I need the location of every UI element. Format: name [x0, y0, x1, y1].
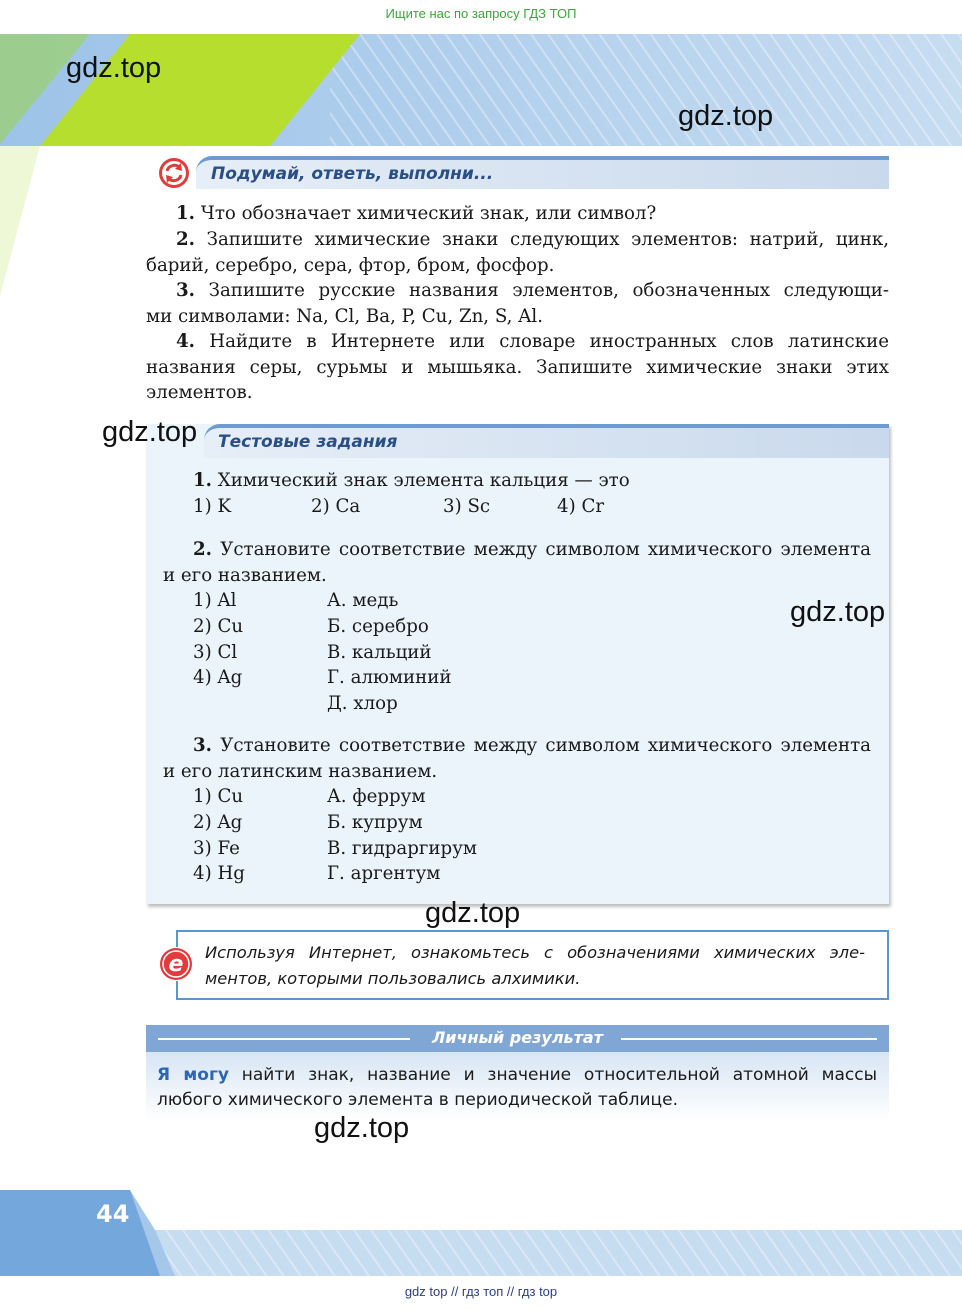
question-3	[146, 278, 889, 329]
match-left: 1) Al	[193, 590, 237, 611]
match-left: 4) Hg	[193, 863, 245, 884]
header-green-tail	[0, 146, 120, 306]
match-right: Г. аргентум	[327, 863, 441, 884]
question-text: и его названием.	[163, 565, 327, 586]
question-1	[146, 201, 889, 227]
answer-option: 3) Sc	[443, 496, 491, 517]
watermark: gdz.top	[102, 416, 198, 448]
watermark: gdz.top	[678, 100, 774, 132]
answer-option: 4) Cr	[557, 496, 605, 517]
watermark: gdz.top	[66, 52, 162, 84]
watermark: gdz.top	[314, 1112, 410, 1144]
question-number: 3.	[176, 280, 195, 301]
test-tasks-box	[146, 424, 889, 904]
page-number: 44	[96, 1200, 130, 1228]
top-note: Ищите нас по запросу ГДЗ ТОП	[385, 6, 577, 21]
header-decoration	[0, 34, 962, 146]
question-text: ми символами: Na, Cl, Ba, P, Cu, Zn, S, Al.	[146, 305, 543, 327]
question-text: Что обозначает химический знак, или символ?	[200, 203, 657, 224]
internet-task-text: Используя Интернет, ознакомьтесь с обозначениями химических эле- ментов, которыми пользовались алхимики.	[205, 943, 865, 988]
question-text: названия серы, сурьмы и мышьяка. Запишите химические знаки этих	[146, 356, 889, 378]
match-left: 4) Ag	[193, 667, 243, 688]
question-number: 2.	[193, 539, 212, 560]
match-right: Б. купрум	[327, 812, 423, 833]
match-right: Г. алюминий	[327, 667, 452, 688]
match-left: 1) Cu	[193, 786, 244, 807]
section2-title: Тестовые задания	[218, 432, 398, 452]
question-text: Запишите химические знаки следующих элементов: натрий, цинк,	[206, 229, 889, 250]
result-lead: Я могу	[157, 1065, 229, 1085]
result-title: Личный результат	[146, 1028, 889, 1047]
header-band	[0, 34, 962, 146]
question-text: и его латинским названием.	[163, 761, 438, 782]
refresh-icon	[158, 157, 190, 189]
footer-decoration	[0, 1190, 962, 1280]
question-text: Установите соответствие между символом химического элемента	[220, 735, 871, 756]
question-number: 1.	[176, 203, 195, 224]
match-left: 2) Ag	[193, 812, 243, 833]
match-right: А. медь	[327, 590, 399, 611]
question-number: 2.	[176, 229, 195, 250]
question-text: Запишите русские названия элементов, обозначенных следующи-	[208, 280, 889, 301]
match-left: 3) Fe	[193, 838, 240, 859]
match-left: 3) Cl	[193, 642, 238, 663]
e-letter-icon	[159, 947, 193, 981]
section1-title: Подумай, ответь, выполни...	[211, 164, 494, 184]
question-4	[146, 329, 889, 406]
answer-option: 2) Ca	[311, 496, 361, 517]
question-number: 4.	[176, 331, 195, 352]
test-q1	[193, 468, 630, 494]
footer-band	[0, 1190, 962, 1280]
e-letter: e	[168, 952, 184, 977]
watermark: gdz.top	[425, 897, 521, 929]
result-text: Я могу найти знак, название и значение относительной атомной массы любого химического элемента в периодической таблице.	[157, 1065, 878, 1110]
test-q3	[193, 733, 871, 759]
test-q2	[193, 537, 871, 563]
match-right: Д. хлор	[327, 693, 398, 714]
match-left: 2) Cu	[193, 616, 244, 637]
answer-option: 1) K	[193, 496, 232, 517]
question-text: Найдите в Интернете или словаре иностранных слов латинские	[209, 331, 889, 352]
match-right: А. феррум	[327, 786, 426, 807]
match-right: Б. серебро	[327, 616, 429, 637]
bottom-note: gdz top // гдз топ // гдз top	[404, 1284, 558, 1299]
question-text: Установите соответствие между символом химического элемента	[220, 539, 871, 560]
question-text: барий, серебро, сера, фтор, бром, фосфор.	[146, 254, 555, 276]
question-number: 1.	[193, 470, 212, 491]
watermark: gdz.top	[790, 596, 886, 628]
question-number: 3.	[193, 735, 212, 756]
match-right: В. кальций	[327, 642, 432, 663]
question-text: Химический знак элемента кальция — это	[217, 470, 630, 491]
match-right: В. гидраргирум	[327, 838, 478, 859]
question-text: элементов.	[146, 382, 253, 404]
question-2	[146, 227, 889, 278]
